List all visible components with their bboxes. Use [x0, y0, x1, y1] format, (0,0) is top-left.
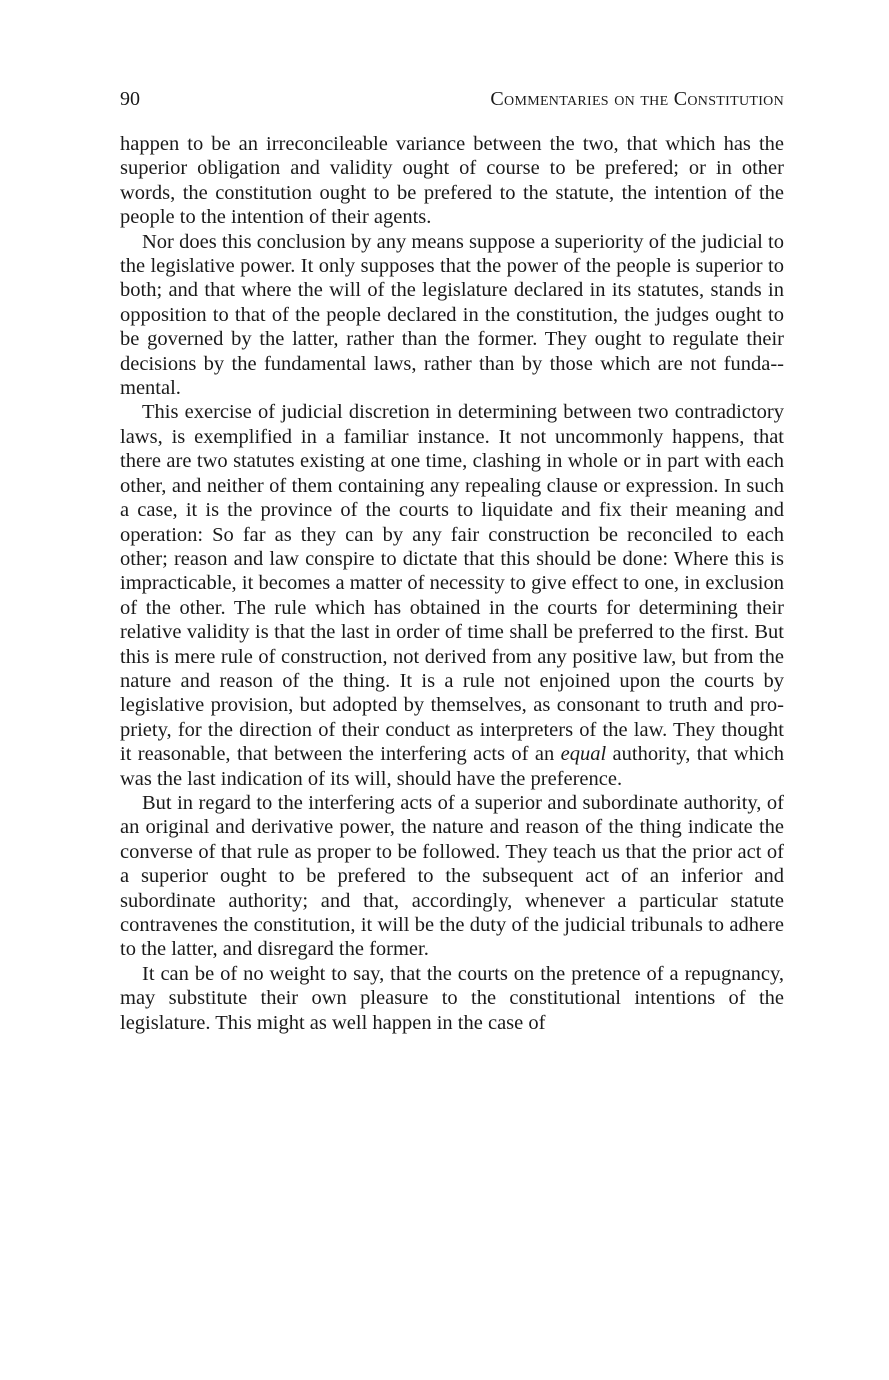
- paragraph-3: [120, 400, 784, 791]
- running-head: Commentaries on the Constitution: [490, 88, 784, 110]
- paragraph-3-text-before: This exercise of judicial discretion in determining between two contradictory laws, is exemplified in a familiar instance. It not uncommonly happens, that there are two statutes existing at one time, clashing in whole or in part with each other, and neither of them containing any repealing clause or expression. In such a case, it is the province of the courts to liquidate and fix their meaning and operation: So far as they can by any fair construction be reconciled to each other; reason and law conspire to dictate that this should be done: Where this is impracticable, it becomes a matter of necessity to give effect to one, in exclusion of the other. The rule which has obtained in the courts for determining their relative validity is that the last in order of time shall be preferred to the first. But this is mere rule of construction, not derived from any positive law, but from the nature and reason of the thing. It is a rule not enjoined upon the courts by legislative provision, but adopted by themselves, as consonant to truth and propriety, for the direction of their conduct as interpreters of the law. They thought it reasonable, that between the interfering acts of an: [120, 401, 784, 766]
- paragraph-1: happen to be an irreconcileable variance between the two, that which has the superior obligation and validity ought of course to be prefered; or in other words, the constitution ought to be prefered to the statute, the intention of the people to the intention of their agents.: [120, 133, 784, 229]
- paragraph-2: Nor does this conclusion by any means suppose a superiority of the judicial to the legislative power. It only supposes that the power of the people is superior to both; and that where the will of the legislature declared in its statutes, stands in opposition to that of the people declared in the constitution, the judges ought to be governed by the latter, rather than the former. They ought to regulate their decisions by the fundamental laws, rather than by those which are not funda-mental.: [120, 230, 784, 400]
- paragraph-4: But in regard to the interfering acts of a superior and subordinate authority, of an original and derivative power, the nature and reason of the thing indicate the converse of that rule as proper to be followed. They teach us that the prior act of a superior ought to be prefered to the subsequent act of an inferior and subordinate authority; and that, accordingly, whenever a particular statute contravenes the constitution, it will be the duty of the judicial tribunals to adhere to the latter, and disregard the former.: [120, 791, 784, 961]
- page-number: 90: [120, 88, 140, 110]
- emphasized-word: equal: [560, 743, 607, 766]
- page-header: [120, 88, 784, 132]
- body-text: [120, 132, 784, 1035]
- book-page: [120, 88, 784, 1035]
- paragraph-5: It can be of no weight to say, that the courts on the pretence of a repugnancy, may substitute their own pleasure to the constitutional intentions of the legislature. This might as well happen in the case of: [120, 962, 784, 1034]
- paragraph-3-text-after: authority, that which was the last indication of its will, should have the preference.: [120, 743, 784, 790]
